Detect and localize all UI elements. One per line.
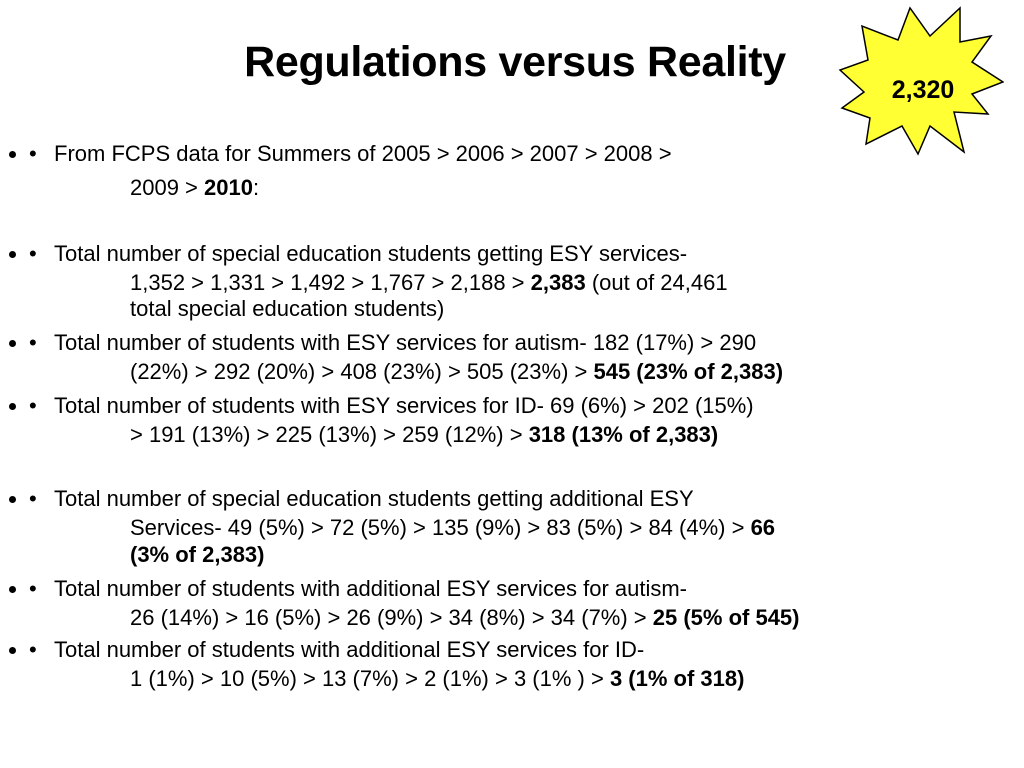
bullet-line: Total number of special education students getting ESY services- [54,241,688,266]
bullet-item-additional-esy [29,485,1009,567]
slide-title: Regulations versus Reality [244,38,786,86]
bullet-line: total special education students) [130,296,445,321]
bullet-line: (3% of 2,383) [130,542,265,567]
bullet-item-additional-id [29,636,1009,691]
bullet-item-autism [29,329,1009,384]
bullet-line: Total number of students with additional ESY services for ID- [54,637,645,662]
bullet-marker: • • [29,486,37,511]
bullet-line: Total number of students with ESY services for ID- 69 (6%) > 202 (15%) [54,393,754,418]
burst-value: 2,320 [891,76,955,104]
bullet-marker: • • [29,330,37,355]
bullet-item-additional-autism [29,575,1009,630]
bullet-line: 1 (1%) > 10 (5%) > 13 (7%) > 2 (1%) > 3 (1% ) > 3 (1% of 318) [130,666,745,691]
bullet-item-years [29,140,1009,200]
bullet-line: Services- 49 (5%) > 72 (5%) > 135 (9%) > 83 (5%) > 84 (4%) > 66 [130,515,776,540]
bullet-item-total-esy [29,240,1009,321]
bullet-line: 2009 > 2010: [130,175,260,200]
bullet-marker: • • [29,241,37,266]
bullet-line: 1,352 > 1,331 > 1,492 > 1,767 > 2,188 > 2,383 (out of 24,461 [130,270,728,295]
bullet-line: Total number of special education students getting additional ESY [54,486,694,511]
bullet-item-id [29,392,1009,447]
bullet-marker: • • [29,576,37,601]
bullet-line: > 191 (13%) > 225 (13%) > 259 (12%) > 318 (13% of 2,383) [130,422,719,447]
bullet-line: 26 (14%) > 16 (5%) > 26 (9%) > 34 (8%) > 34 (7%) > 25 (5% of 545) [130,605,800,630]
bullet-marker: • • [29,637,37,662]
bullet-marker: • • [29,141,37,166]
bullet-line: Total number of students with additional ESY services for autism- [54,576,688,601]
bullet-marker: • • [29,393,37,418]
bullet-line: Total number of students with ESY services for autism- 182 (17%) > 290 [54,330,757,355]
bullet-line: From FCPS data for Summers of 2005 > 2006 > 2007 > 2008 > [54,141,672,166]
bullet-line: (22%) > 292 (20%) > 408 (23%) > 505 (23%) > 545 (23% of 2,383) [130,359,784,384]
